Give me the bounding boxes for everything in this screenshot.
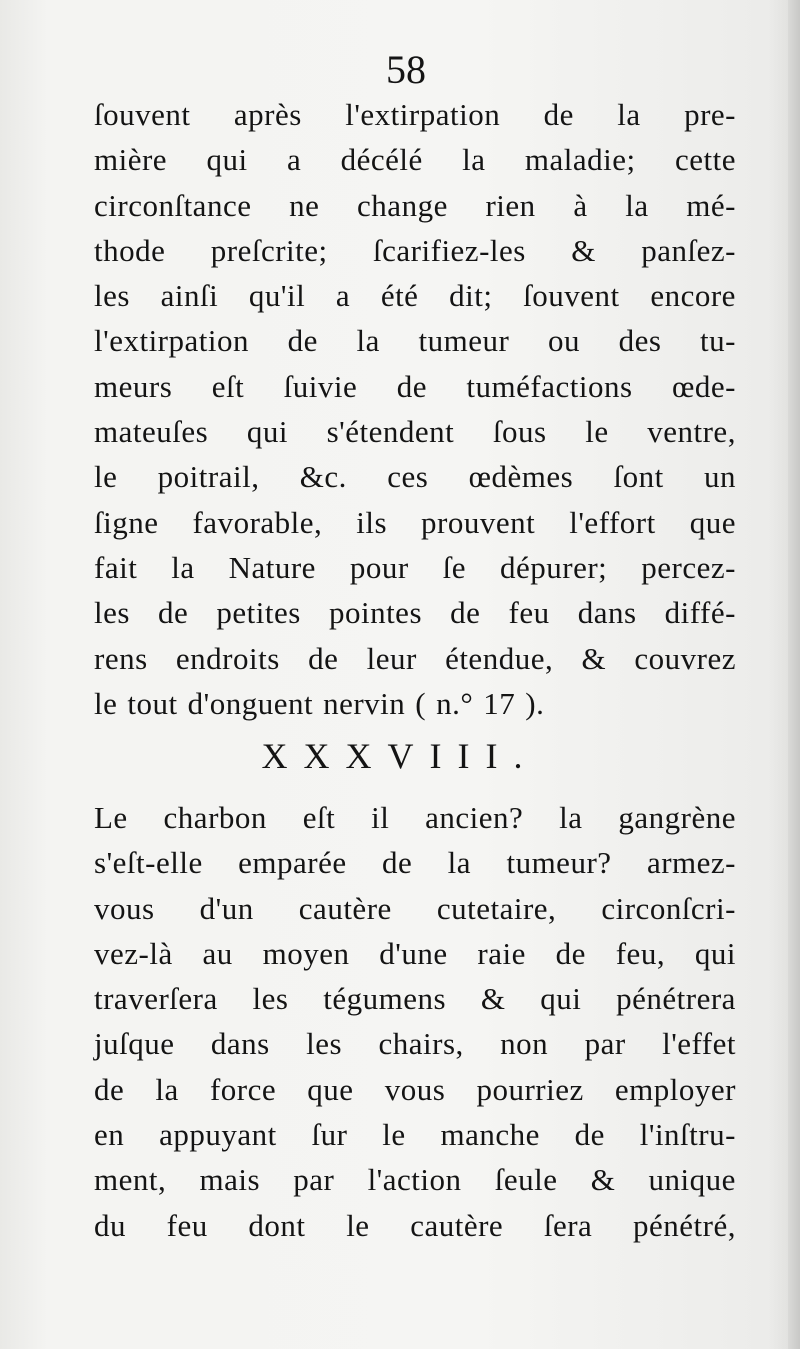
word: de <box>94 1071 125 1107</box>
word: cutetaire, <box>436 890 557 926</box>
word: change <box>357 187 448 223</box>
paragraph-1 <box>94 92 736 726</box>
word: ſuivie <box>283 368 358 404</box>
word: cautère <box>410 1207 504 1243</box>
text-line <box>94 976 736 1021</box>
word: & <box>480 981 506 1017</box>
word: a <box>335 278 351 314</box>
text-line <box>94 273 736 318</box>
word: le <box>94 459 118 495</box>
word: maladie; <box>524 142 636 178</box>
word: les <box>94 278 130 314</box>
word: qui <box>206 142 248 178</box>
text-line <box>94 1157 736 1202</box>
word: charbon <box>163 800 267 835</box>
word: 17 <box>483 685 516 721</box>
word: les <box>252 981 289 1017</box>
word: appuyant <box>159 1117 277 1153</box>
word: la <box>171 549 195 585</box>
word: qui <box>694 935 736 971</box>
page-number: 58 <box>386 47 426 92</box>
word: un <box>704 459 736 495</box>
word: tégumens <box>323 981 447 1017</box>
word: l'effet <box>662 1026 736 1062</box>
text-line <box>94 454 736 499</box>
word: la <box>462 142 486 178</box>
word: traverſera <box>94 981 218 1017</box>
text-line <box>94 545 736 590</box>
word: dans <box>577 595 637 631</box>
word: a <box>286 142 302 178</box>
page-edge <box>788 0 800 1349</box>
word: n.° <box>436 685 474 721</box>
text-line <box>94 1112 736 1157</box>
word: le <box>382 1117 406 1153</box>
word: pour <box>349 549 409 585</box>
word: de <box>287 323 318 359</box>
word: ſouvent <box>523 278 620 314</box>
word: feu <box>508 595 550 631</box>
word: vez-là <box>94 935 173 971</box>
word: la <box>559 800 583 835</box>
word: d'onguent <box>187 685 314 721</box>
word: par <box>293 1162 335 1198</box>
word: la <box>617 97 641 132</box>
word: & <box>571 232 596 268</box>
word: de <box>555 935 586 971</box>
word: l'extirpation <box>345 97 501 132</box>
word: nervin <box>323 685 406 721</box>
word: été <box>380 278 419 314</box>
word: ). <box>525 685 545 721</box>
word: pre- <box>684 97 736 132</box>
word: étendue, <box>445 640 554 676</box>
word: fait <box>94 549 138 585</box>
text-line <box>94 1067 736 1112</box>
word: chairs, <box>378 1026 464 1062</box>
word: employer <box>614 1071 736 1107</box>
word: l'extirpation <box>94 323 249 359</box>
word: Nature <box>228 549 316 585</box>
word: dont <box>248 1207 306 1243</box>
word: de <box>158 595 189 631</box>
text-line <box>94 886 736 931</box>
word: le <box>585 414 609 450</box>
word: qu'il <box>248 278 306 314</box>
word: en <box>94 1117 125 1153</box>
text-line <box>94 590 736 635</box>
word: s'eſt-elle <box>94 845 203 881</box>
word: feu, <box>615 935 666 971</box>
word: après <box>233 97 302 132</box>
word: manche <box>440 1117 540 1153</box>
word: raie <box>477 935 526 971</box>
text-line <box>94 318 736 363</box>
word: les <box>94 595 130 631</box>
text-line <box>94 409 736 454</box>
word: pénétré, <box>632 1207 736 1243</box>
word: mateuſes <box>94 414 209 450</box>
word: ſera <box>543 1207 593 1243</box>
word: armez- <box>646 845 736 881</box>
text-line <box>94 183 736 228</box>
word: cette <box>674 142 736 178</box>
word: couvrez <box>634 640 736 676</box>
word: tout <box>127 685 178 721</box>
word: par <box>584 1026 626 1062</box>
word: les <box>306 1026 343 1062</box>
word: qui <box>246 414 288 450</box>
word: décélé <box>340 142 423 178</box>
section-heading: XXXVIII. <box>261 736 539 776</box>
word: unique <box>648 1162 736 1198</box>
word: la <box>447 845 472 881</box>
word: l'effort <box>569 504 656 540</box>
paragraph-2 <box>94 795 736 1248</box>
word: circonſtance <box>94 187 252 223</box>
word: mais <box>199 1162 261 1198</box>
word: l'inſtru- <box>639 1117 736 1153</box>
word: eſt <box>302 800 336 835</box>
word: &c. <box>299 459 347 495</box>
text-line <box>94 931 736 976</box>
word: thode <box>94 232 166 268</box>
word: tumeur <box>418 323 510 359</box>
word: emparée <box>238 845 347 881</box>
word: mière <box>94 142 168 178</box>
text-line <box>94 364 736 409</box>
word: ne <box>289 187 320 223</box>
word: ſe <box>442 549 467 585</box>
word: tu- <box>700 323 736 359</box>
word: dit; <box>449 278 493 314</box>
word: ces <box>387 459 429 495</box>
word: ſigne <box>94 504 159 540</box>
word: rens <box>94 640 148 676</box>
word: ſur <box>311 1117 348 1153</box>
word: poitrail, <box>157 459 260 495</box>
word: tuméfactions <box>466 368 633 404</box>
word: prouvent <box>421 504 536 540</box>
text-line <box>94 92 736 137</box>
text-line <box>94 840 736 885</box>
word: pointes <box>328 595 423 631</box>
text-line <box>94 681 736 726</box>
text-line <box>94 500 736 545</box>
word: ( <box>415 685 427 721</box>
word: ſont <box>613 459 664 495</box>
word: l'action <box>367 1162 462 1198</box>
word: de <box>308 640 339 676</box>
word: mé- <box>686 187 736 223</box>
word: gangrène <box>618 800 736 835</box>
text-line <box>94 1021 736 1066</box>
word: s'étendent <box>326 414 455 450</box>
text-line <box>94 795 736 840</box>
word: pénétrera <box>616 981 736 1017</box>
text-line <box>94 1203 736 1248</box>
word: non <box>500 1026 549 1062</box>
word: ment, <box>94 1162 167 1198</box>
word: panſez- <box>641 232 736 268</box>
word: cautère <box>298 890 392 926</box>
word: encore <box>650 278 736 314</box>
word: meurs <box>94 368 173 404</box>
word: le <box>94 685 118 721</box>
word: rien <box>485 187 536 223</box>
word: percez- <box>641 549 736 585</box>
word: dans <box>210 1026 270 1062</box>
word: ſeule <box>494 1162 558 1198</box>
word: diffé- <box>664 595 736 631</box>
word: œdèmes <box>468 459 574 495</box>
word: la <box>356 323 380 359</box>
word: favorable, <box>192 504 323 540</box>
word: ſous <box>492 414 547 450</box>
word: des <box>618 323 662 359</box>
word: du <box>94 1207 126 1243</box>
word: & <box>581 640 607 676</box>
text-line <box>94 636 736 681</box>
word: vous <box>384 1071 446 1107</box>
word: feu <box>166 1207 208 1243</box>
word: preſcrite; <box>210 232 328 268</box>
word: eſt <box>211 368 245 404</box>
word: ou <box>547 323 580 359</box>
word: il <box>371 800 390 835</box>
word: de <box>382 845 413 881</box>
word: dépurer; <box>500 549 608 585</box>
word: ancien? <box>425 800 524 835</box>
word: de <box>450 595 481 631</box>
word: vous <box>94 890 155 926</box>
word: de <box>574 1117 605 1153</box>
word: pourriez <box>476 1071 584 1107</box>
word: ventre, <box>647 414 736 450</box>
word: leur <box>366 640 417 676</box>
word: ſouvent <box>94 97 191 132</box>
word: circonſcri- <box>601 890 736 926</box>
text-line <box>94 228 736 273</box>
word: de <box>396 368 427 404</box>
word: la <box>155 1071 179 1107</box>
word: la <box>625 187 649 223</box>
word: & <box>590 1162 616 1198</box>
word: Le <box>94 800 128 835</box>
word: œde- <box>671 368 736 404</box>
word: à <box>573 187 588 223</box>
word: tumeur? <box>506 845 612 881</box>
word: juſque <box>94 1026 175 1062</box>
word: ils <box>356 504 388 540</box>
word: qui <box>540 981 582 1017</box>
word: ainſi <box>160 278 219 314</box>
word: d'un <box>199 890 254 926</box>
word: endroits <box>175 640 280 676</box>
word: que <box>689 504 736 540</box>
word: force <box>209 1071 277 1107</box>
word: de <box>543 97 574 132</box>
text-line <box>94 137 736 182</box>
word: que <box>307 1071 354 1107</box>
word: moyen <box>262 935 350 971</box>
word: le <box>346 1207 370 1243</box>
word: ſcarifiez-les <box>373 232 526 268</box>
word: petites <box>216 595 301 631</box>
word: d'une <box>379 935 448 971</box>
word: au <box>202 935 233 971</box>
